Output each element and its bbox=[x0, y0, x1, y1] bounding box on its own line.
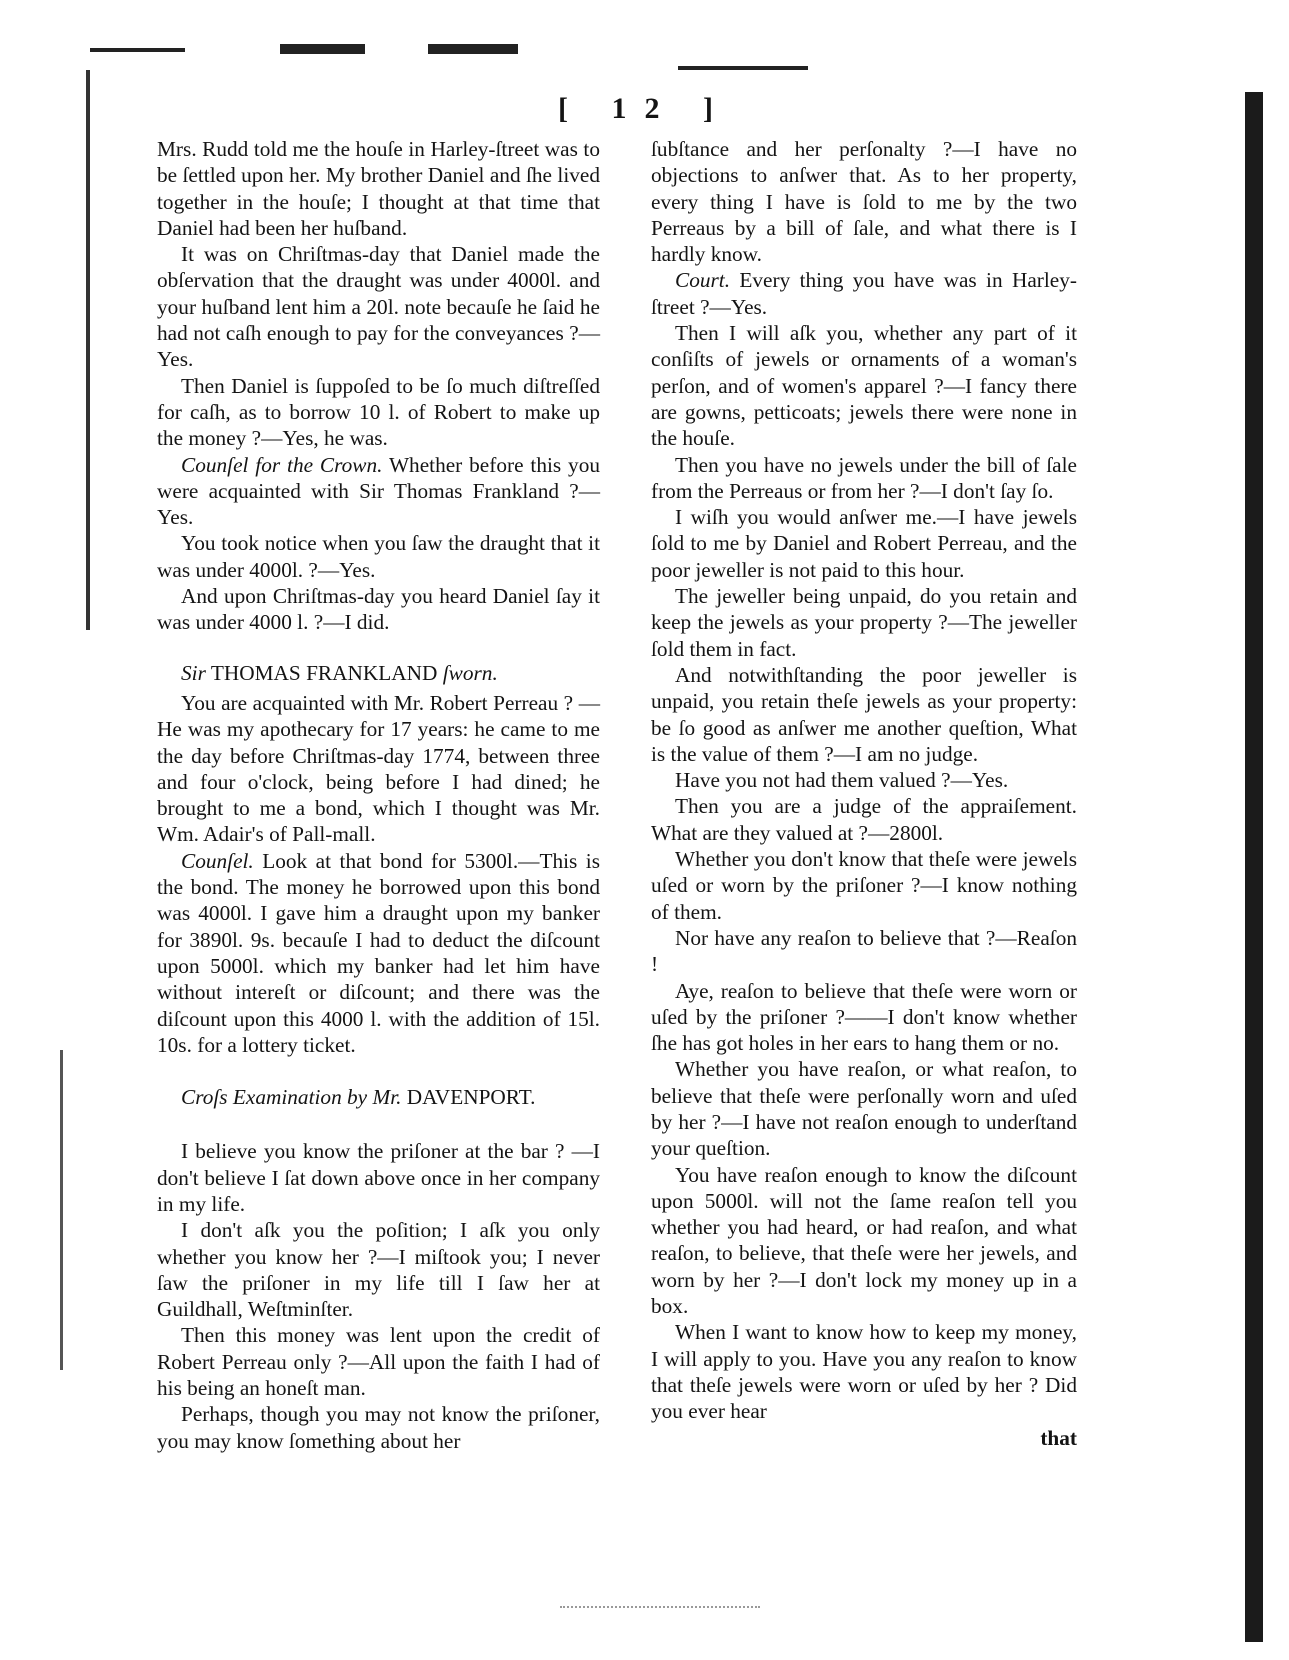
paragraph bbox=[651, 1162, 1077, 1320]
left-edge-shadow bbox=[86, 70, 90, 630]
speaker-label: Counſel for the Crown. bbox=[181, 452, 383, 477]
paragraph-group bbox=[157, 690, 600, 1058]
right-column bbox=[651, 136, 1077, 1451]
heading-prefix: Sir bbox=[181, 660, 206, 685]
paragraph-text: Whether before this you were acquainted with Sir Thomas Frankland ?—Yes. bbox=[157, 452, 600, 530]
paragraph-text: When I want to know how to keep my money, I will apply to you. Have you any reaſon to know that theſe jewels were worn or uſed by her ? Did you ever hear bbox=[651, 1320, 1077, 1424]
paragraph bbox=[157, 1401, 600, 1454]
paragraph bbox=[157, 136, 600, 241]
paragraph bbox=[157, 452, 600, 531]
heading-name: THOMAS FRANKLAND bbox=[210, 660, 438, 685]
paragraph-group bbox=[651, 136, 1077, 1425]
paragraph-text: ſubſtance and her perſonalty ?—I have no objections to anſwer that. As to her property, every thing I have is ſold to me by the two Perreaus by a bill of ſale, and what there is I hardly know. bbox=[651, 137, 1077, 267]
paragraph bbox=[651, 1319, 1077, 1424]
paragraph bbox=[157, 848, 600, 1058]
page-number: [ 12 ] bbox=[558, 92, 731, 125]
scan-mark-top bbox=[280, 44, 365, 54]
cross-examination-heading bbox=[157, 1084, 600, 1110]
paragraph bbox=[157, 583, 600, 636]
right-edge-shadow bbox=[1245, 92, 1263, 1642]
paragraph-text: Then I will aſk you, whether any part of it conſiſts of jewels or ornaments of a woman's perſon, and of women's apparel ?—I fancy there are gowns, petticoats; jewels there were none in the houſe. bbox=[651, 321, 1077, 451]
paragraph bbox=[157, 1322, 600, 1401]
paragraph bbox=[651, 452, 1077, 505]
paragraph-text: Have you not had them valued ?—Yes. bbox=[675, 768, 1009, 793]
paragraph bbox=[651, 320, 1077, 451]
paragraph bbox=[651, 925, 1077, 978]
left-edge-shadow bbox=[60, 1050, 63, 1370]
paragraph bbox=[651, 767, 1077, 793]
paragraph bbox=[651, 978, 1077, 1057]
paragraph-text: It was on Chriſtmas-day that Daniel made the obſervation that the draught was under 4000l. and your huſband lent him a 20l. note becauſe he ſaid he had not caſh enough to pay for the conveyances ?—Yes. bbox=[157, 242, 600, 372]
scan-mark-top bbox=[428, 44, 518, 54]
paragraph-text: I don't aſk you the poſition; I aſk you only whether you know her ?—I miſtook you; I never ſaw the priſoner in my life till I ſaw her at Guildhall, Weſtminſter. bbox=[157, 1218, 600, 1322]
paragraph bbox=[651, 504, 1077, 583]
paragraph-text: I wiſh you would anſwer me.—I have jewels ſold to me by Daniel and Robert Perreau, and the poor jeweller is not paid to this hour. bbox=[651, 505, 1077, 582]
sworn-heading bbox=[157, 660, 600, 686]
paragraph bbox=[157, 1217, 600, 1322]
paragraph-text: Then this money was lent upon the credit of Robert Perreau only ?—All upon the faith I had of his being an honeſt man. bbox=[157, 1323, 600, 1401]
paragraph-text: And upon Chriſtmas-day you heard Daniel ſay it was under 4000 l. ?—I did. bbox=[157, 584, 600, 635]
paragraph-group bbox=[157, 1138, 600, 1454]
paragraph bbox=[157, 1138, 600, 1217]
heading-name: DAVENPORT. bbox=[406, 1085, 536, 1110]
paragraph bbox=[651, 793, 1077, 846]
paragraph-text: Then you have no jewels under the bill of ſale from the Perreaus or from her ?—I don't ſay ſo. bbox=[651, 452, 1077, 503]
heading-suffix: ſworn. bbox=[442, 660, 498, 685]
paragraph bbox=[651, 846, 1077, 925]
heading-prefix: Croſs Examination by Mr. bbox=[181, 1085, 402, 1110]
paragraph-text: Whether you don't know that theſe were jewels uſed or worn by the priſoner ?—I know nothing of them. bbox=[651, 847, 1077, 924]
scan-mark-top-right bbox=[678, 66, 808, 70]
scan-mark-top-left bbox=[90, 48, 185, 52]
paragraph bbox=[157, 690, 600, 848]
paragraph-text: And notwithſtanding the poor jeweller is unpaid, you retain theſe jewels as your property: be ſo good as anſwer me another queſtion, What is the value of them ?—I am no judge. bbox=[651, 662, 1077, 766]
speaker-label: Counſel. bbox=[181, 848, 254, 873]
paragraph bbox=[651, 136, 1077, 267]
paragraph bbox=[651, 583, 1077, 662]
speaker-label: Court. bbox=[675, 268, 731, 293]
paragraph-text: The jeweller being unpaid, do you retain and keep the jewels as your property ?—The jeweller ſold them in fact. bbox=[651, 584, 1077, 661]
paragraph bbox=[157, 241, 600, 372]
paragraph bbox=[651, 267, 1077, 320]
paragraph bbox=[651, 1056, 1077, 1161]
paragraph-text: Nor have any reaſon to believe that ?—Reaſon ! bbox=[651, 925, 1077, 977]
paragraph-text: Whether you have reaſon, or what reaſon, to believe that theſe were perſonally worn and uſed by her ?—I have not reaſon enough to underſtand your queſtion. bbox=[651, 1057, 1077, 1161]
paragraph-text: Then Daniel is ſuppoſed to be ſo much diſtreſſed for caſh, as to borrow 10 l. of Robert to make up the money ?—Yes, he was. bbox=[157, 373, 600, 451]
paragraph-text: Aye, reaſon to believe that theſe were worn or uſed by the priſoner ?——I don't know whether ſhe has got holes in her ears to hang them or no. bbox=[651, 978, 1077, 1056]
paragraph-text: You have reaſon enough to know the diſcount upon 5000l. will not the ſame reaſon tell you whether you had heard, or had reaſon, and what reaſon, to believe, that theſe were her jewels, and worn by her ?—I don't lock my money up in a box. bbox=[651, 1162, 1077, 1319]
paragraph-text: You took notice when you ſaw the draught that it was under 4000l. ?—Yes. bbox=[157, 531, 600, 582]
paragraph bbox=[651, 662, 1077, 767]
paragraph-text: Perhaps, though you may not know the priſoner, you may know ſomething about her bbox=[157, 1402, 600, 1453]
paragraph-text: Look at that bond for 5300l.—This is the bond. The money he borrowed upon this bond was 4000l. I gave him a draught upon my banker for 3890l. 9s. becauſe I had to deduct the diſcount upon 5000l. which my banker had let him have without intereſt or diſcount; and there was the diſcount upon this 4000 l. with the addition of 15l. 10s. for a lottery ticket. bbox=[157, 848, 600, 1057]
paragraph-text: I believe you know the priſoner at the bar ? —I don't believe I ſat down above once in her company in my life. bbox=[157, 1139, 600, 1216]
left-column bbox=[157, 136, 600, 1454]
bottom-edge-shadow bbox=[560, 1606, 760, 1610]
paragraph-text: Then you are a judge of the appraiſement. What are they valued at ?—2800l. bbox=[651, 794, 1077, 845]
paragraph-group bbox=[157, 136, 600, 636]
paragraph-text: You are acquainted with Mr. Robert Perreau ? —He was my apothecary for 17 years: he came to me the day before Chriſtmas-day 1774, between three and four o'clock, being before I had dined; he brought to me a bond, which I thought was Mr. Wm. Adair's of Pall-mall. bbox=[157, 690, 600, 847]
catchword: that bbox=[1040, 1425, 1077, 1450]
paragraph bbox=[157, 373, 600, 452]
paragraph-text: Every thing you have was in Harley-ſtreet ?—Yes. bbox=[651, 268, 1077, 319]
paragraph bbox=[157, 530, 600, 583]
paragraph-text: Mrs. Rudd told me the houſe in Harley-ſtreet was to be ſettled upon her. My brother Daniel and ſhe lived together in the houſe; I thought at that time that Daniel had been her huſband. bbox=[157, 137, 600, 240]
